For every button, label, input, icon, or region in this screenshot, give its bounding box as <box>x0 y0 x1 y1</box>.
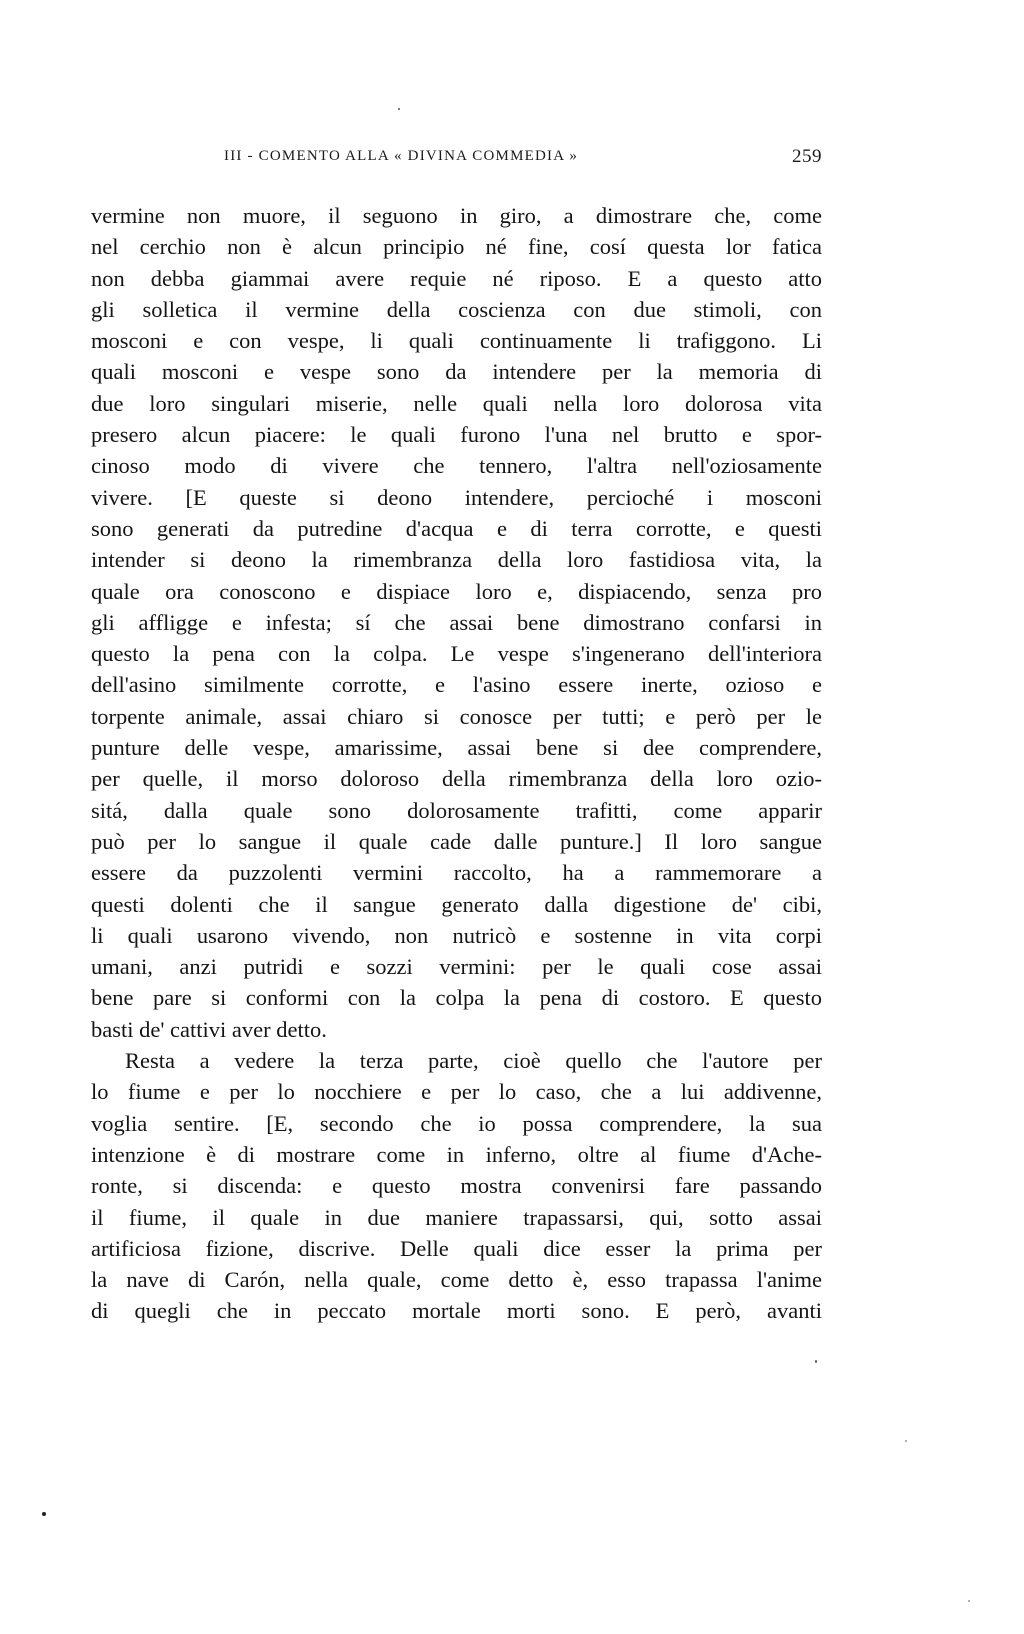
scan-speck <box>398 108 400 110</box>
text-line: Resta a vedere la terza parte, cioè quello che l'autore per <box>125 1048 822 1074</box>
scan-speck <box>905 1440 907 1442</box>
body-text <box>91 200 822 1327</box>
text-line: voglia sentire. [E, secondo che io possa comprendere, la sua <box>91 1110 822 1136</box>
text-line: punture delle vespe, amarissime, assai bene si dee comprendere, <box>91 735 822 761</box>
text-line: il fiume, il quale in due maniere trapassarsi, qui, sotto assai <box>91 1204 822 1230</box>
text-line: vivere. [E queste si deono intendere, percioché i mosconi <box>91 484 822 510</box>
text-line: nel cerchio non è alcun principio né fine, cosí questa lor fatica <box>91 234 822 260</box>
text-line: mosconi e con vespe, li quali continuamente li trafiggono. Li <box>91 328 822 354</box>
text-line: gli solletica il vermine della coscienza con due stimoli, con <box>91 296 822 322</box>
text-line: bene pare si conformi con la colpa la pena di costoro. E questo <box>91 985 822 1011</box>
text-line: vermine non muore, il seguono in giro, a dimostrare che, come <box>91 203 822 228</box>
text-line: basti de' cattivi aver detto. <box>91 1016 327 1042</box>
text-line: artificiosa fizione, discrive. Delle quali dice esser la prima per <box>91 1235 822 1261</box>
paragraph-1 <box>91 200 822 1045</box>
text-line: quale ora conoscono e dispiace loro e, dispiacendo, senza pro <box>91 578 822 604</box>
page-number: 259 <box>792 146 822 167</box>
text-line: intenzione è di mostrare come in inferno, oltre al fiume d'Ache- <box>91 1141 822 1167</box>
text-line: umani, anzi putridi e sozzi vermini: per le quali cose assai <box>91 954 822 980</box>
text-line: sono generati da putredine d'acqua e di terra corrotte, e questi <box>91 515 822 541</box>
text-line: sitá, dalla quale sono dolorosamente trafitti, come apparir <box>91 797 822 823</box>
text-line: per quelle, il morso doloroso della rimembranza della loro ozio- <box>91 766 822 792</box>
text-line: torpente animale, assai chiaro si conosce per tutti; e però per le <box>91 703 822 729</box>
scan-speck <box>42 1512 46 1516</box>
text-line: essere da puzzolenti vermini raccolto, ha a rammemorare a <box>91 860 822 886</box>
running-title: III - COMENTO ALLA « DIVINA COMMEDIA » <box>224 148 579 164</box>
text-line: non debba giammai avere requie né riposo. E a questo atto <box>91 265 822 291</box>
text-line: gli affligge e infesta; sí che assai bene dimostrano confarsi in <box>91 609 822 635</box>
text-line: presero alcun piacere: le quali furono l'una nel brutto e spor- <box>91 422 822 448</box>
text-line: ronte, si discenda: e questo mostra convenirsi fare passando <box>91 1173 822 1199</box>
text-line: cinoso modo di vivere che tennero, l'altra nell'oziosamente <box>91 453 822 479</box>
text-line: lo fiume e per lo nocchiere e per lo caso, che a lui addivenne, <box>91 1079 822 1105</box>
scan-speck <box>815 1360 817 1363</box>
text-line: li quali usarono vivendo, non nutricò e sostenne in vita corpi <box>91 922 822 948</box>
text-line: la nave di Carón, nella quale, come detto è, esso trapassa l'anime <box>91 1267 822 1293</box>
paragraph-2 <box>91 1045 822 1327</box>
text-line: può per lo sangue il quale cade dalle punture.] Il loro sangue <box>91 828 822 854</box>
scan-speck <box>968 1600 970 1602</box>
text-line: intender si deono la rimembranza della loro fastidiosa vita, la <box>91 547 822 573</box>
running-header <box>224 148 824 172</box>
text-line: quali mosconi e vespe sono da intendere per la memoria di <box>91 359 822 385</box>
text-line: dell'asino similmente corrotte, e l'asino essere inerte, ozioso e <box>91 672 822 698</box>
text-line: questi dolenti che il sangue generato dalla digestione de' cibi, <box>91 891 822 917</box>
text-line: due loro singulari miserie, nelle quali nella loro dolorosa vita <box>91 390 822 416</box>
text-line: questo la pena con la colpa. Le vespe s'ingenerano dell'interiora <box>91 641 822 667</box>
text-line: di quegli che in peccato mortale morti sono. E però, avanti <box>91 1298 822 1324</box>
